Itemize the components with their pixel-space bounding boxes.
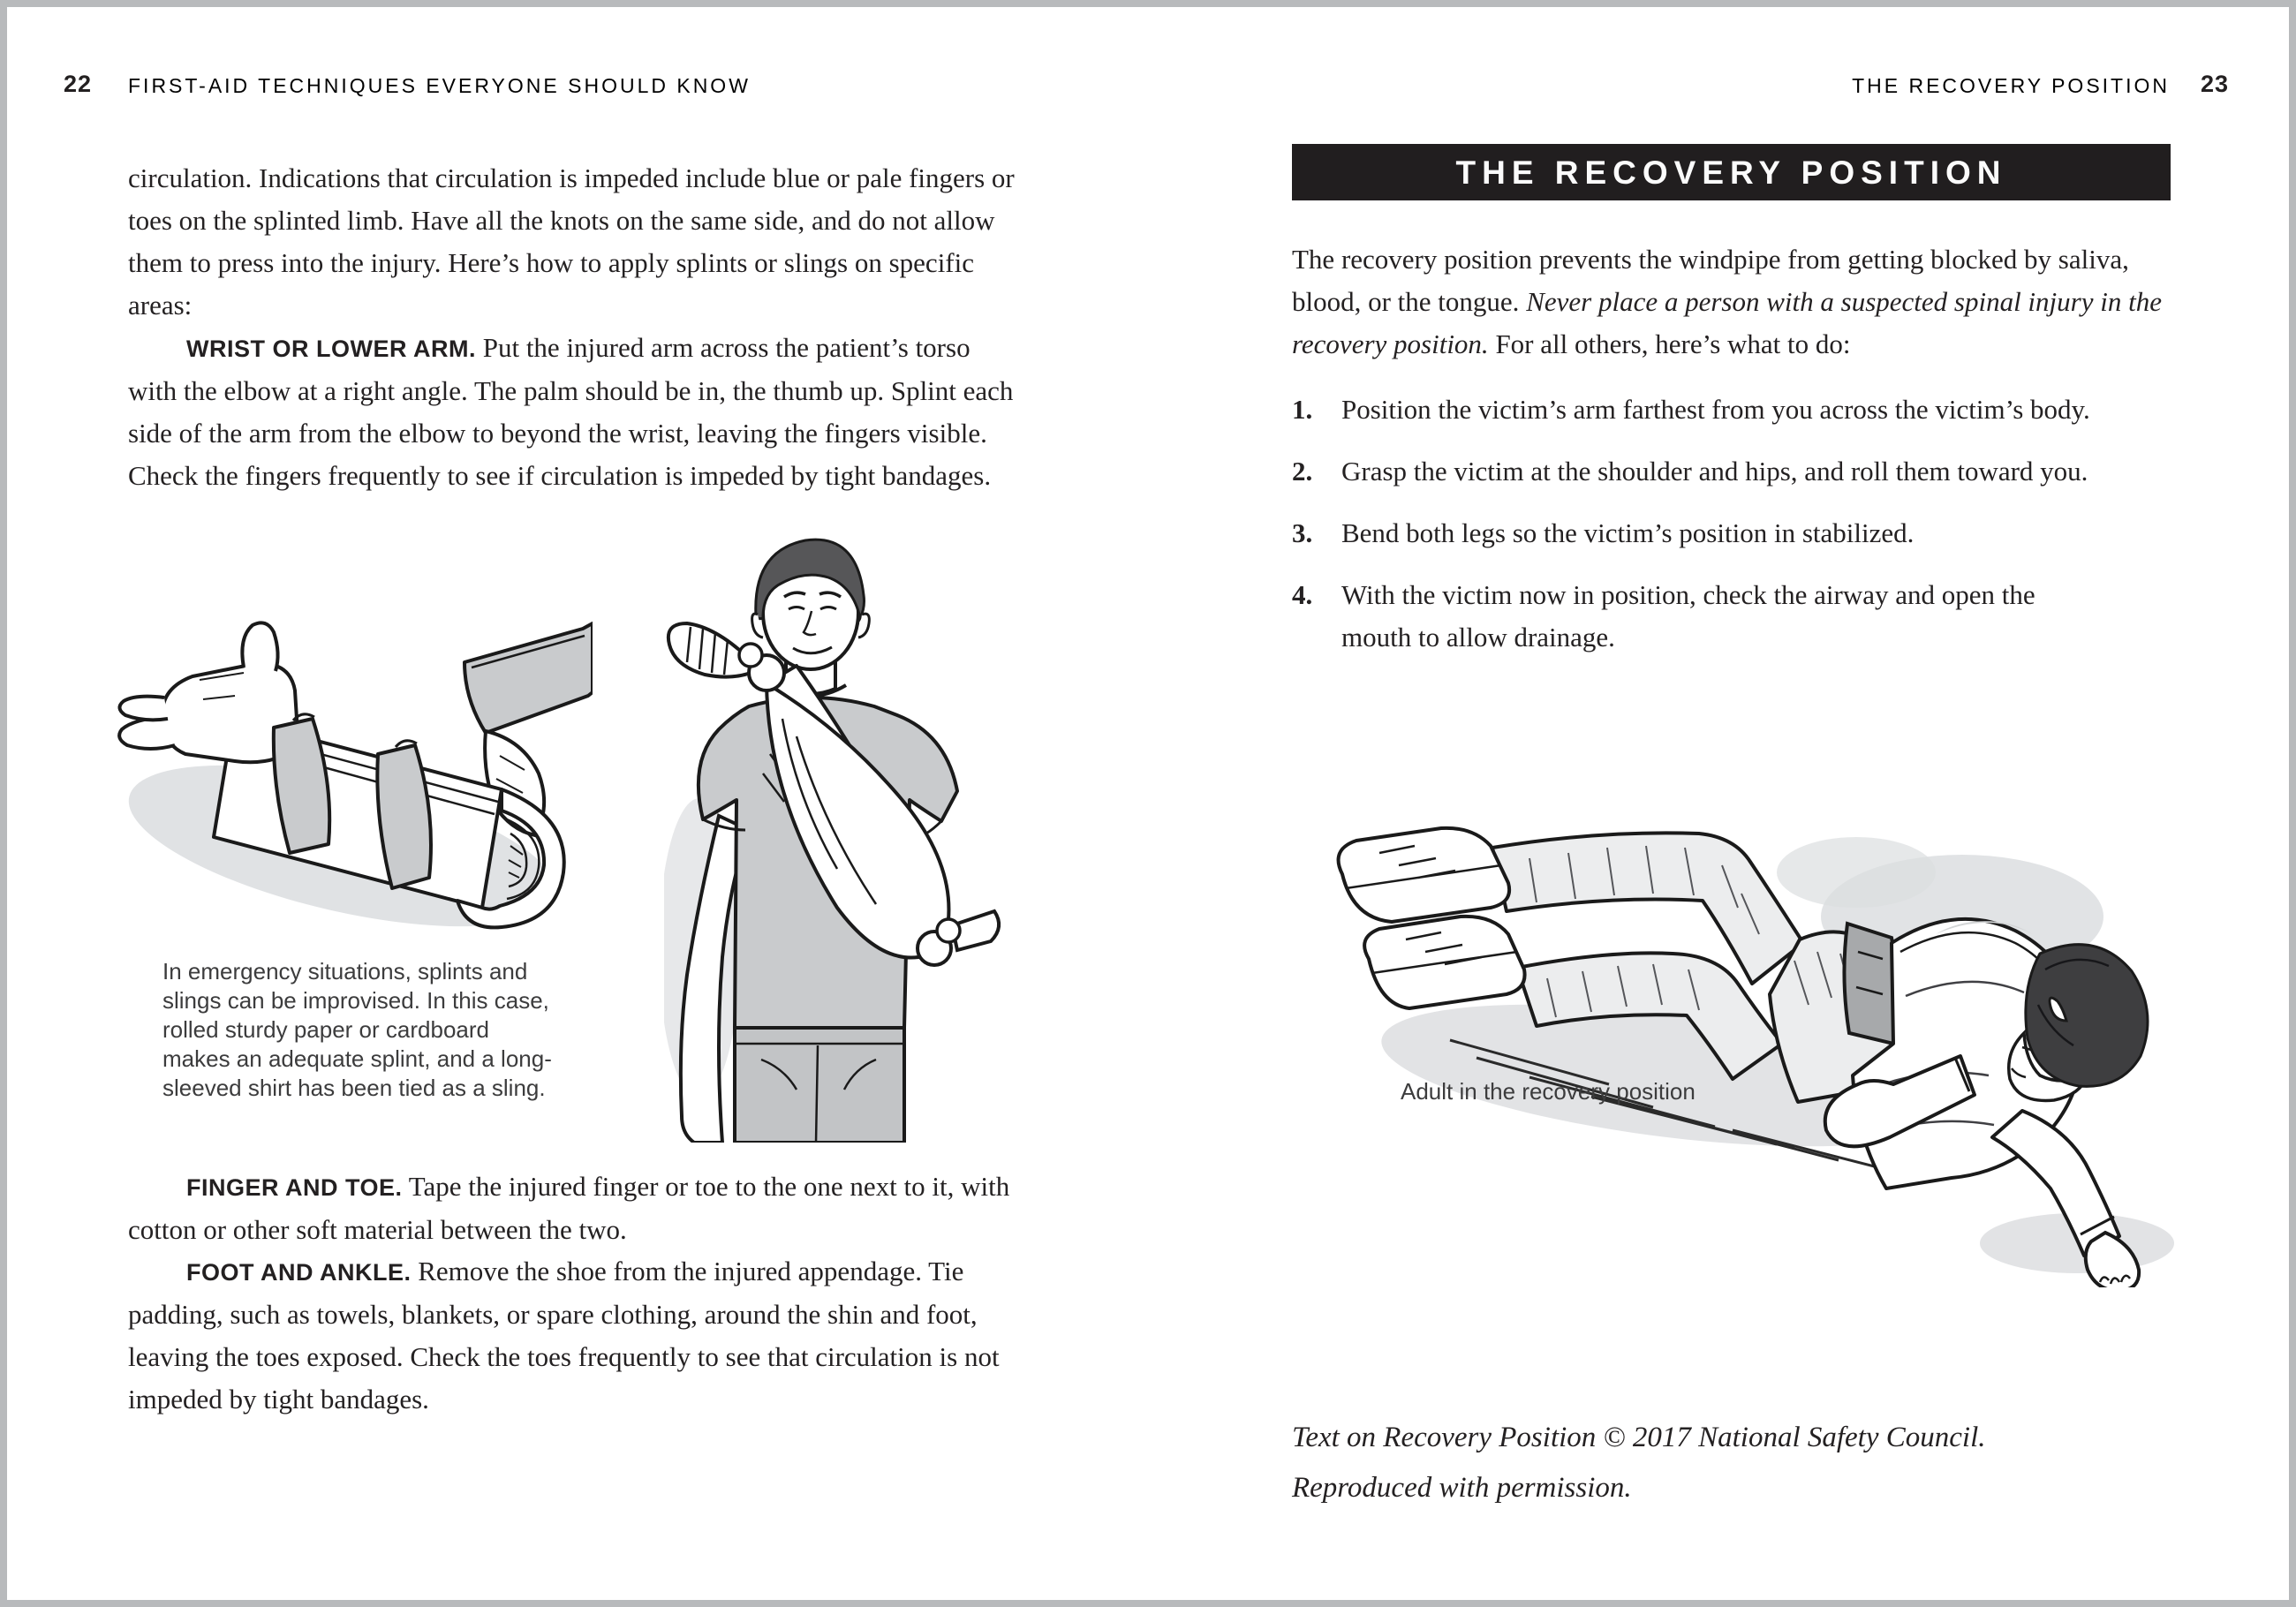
- step-3: [1292, 512, 2188, 555]
- left-page-number: 22: [64, 71, 93, 97]
- step-1-text: Position the victim’s arm farthest from you across the victim’s body.: [1341, 394, 2090, 425]
- right-running-header: THE RECOVERY POSITION: [1852, 74, 2170, 97]
- intro-after-italic: For all others, here’s what to do:: [1488, 328, 1851, 359]
- step-1-number: 1.: [1292, 394, 1313, 425]
- step-2: [1292, 450, 2188, 493]
- recovery-intro-paragraph: [1292, 238, 2188, 366]
- finger-and-toe-paragraph: [128, 1166, 1024, 1251]
- step-2-text: Grasp the victim at the shoulder and hips, and roll them toward you.: [1341, 456, 2088, 487]
- caption-line: In emergency situations, splints and: [162, 958, 528, 985]
- intro-italic-warning: Never place a person with a suspected spinal injury in the recovery position.: [1292, 286, 2162, 359]
- step-4: [1292, 574, 2188, 659]
- section-title-banner: THE RECOVERY POSITION: [1292, 144, 2171, 200]
- intro-before-italic: The recovery position prevents the windpipe from getting blocked by saliva, blood, or the tongue.: [1292, 244, 2129, 317]
- step-3-number: 3.: [1292, 517, 1313, 548]
- step-4-text: With the victim now in position, check the airway and open the mouth to allow drainage.: [1341, 579, 2035, 653]
- caption-line: slings can be improvised. In this case,: [162, 987, 549, 1014]
- credit-line: Reproduced with permission.: [1292, 1472, 1632, 1504]
- left-running-header: FIRST-AID TECHNIQUES EVERYONE SHOULD KNOW: [128, 74, 751, 97]
- finger-and-toe-text: Tape the injured finger or toe to the one next to it, with cotton or other soft material between the two.: [128, 1171, 1010, 1245]
- recovery-position-illustration: [1318, 819, 2187, 1287]
- right-page-number: 23: [2201, 71, 2230, 97]
- foot-and-ankle-paragraph: [128, 1250, 1024, 1421]
- finger-and-toe-label: FINGER AND TOE.: [186, 1174, 403, 1201]
- sling-illustration: [664, 533, 1028, 1143]
- credit-line: Text on Recovery Position © 2017 National Safety Council.: [1292, 1422, 1986, 1453]
- left-intro-paragraph: circulation. Indications that circulation is impeded include blue or pale fingers or toes on the splinted limb. Have all the knots on the same side, and do not allow them to press into the injury. Here’s how to apply splints or slings on specific areas:: [128, 162, 1015, 321]
- foot-and-ankle-text: Remove the shoe from the injured appendage. Tie padding, such as towels, blankets, or spare clothing, around the shin and foot, leaving the toes exposed. Check the toes frequently to see that circulation is not impeded by tight bandages.: [128, 1256, 1000, 1415]
- caption-line: rolled sturdy paper or cardboard: [162, 1016, 489, 1043]
- foot-and-ankle-label: FOOT AND ANKLE.: [186, 1259, 412, 1286]
- caption-line: sleeved shirt has been tied as a sling.: [162, 1075, 546, 1101]
- recovery-figure-caption: Adult in the recovery position: [1401, 1078, 1696, 1105]
- wrist-or-lower-arm-label: WRIST OR LOWER ARM.: [186, 336, 476, 362]
- copyright-credit: [1292, 1413, 1986, 1513]
- splint-figure-caption: [162, 957, 552, 1103]
- splint-illustration: [111, 615, 593, 950]
- step-1: [1292, 389, 2188, 431]
- step-2-number: 2.: [1292, 456, 1313, 487]
- wrist-or-lower-arm-text: Put the injured arm across the patient’s torso with the elbow at a right angle. The palm should be in, the thumb up. Splint each side of the arm from the elbow to beyond the wrist, leaving the fingers visible. Check the fingers frequently to see if circulation is impeded by tight bandages.: [128, 332, 1014, 491]
- step-4-number: 4.: [1292, 579, 1313, 610]
- wrist-or-lower-arm-paragraph: [128, 327, 1024, 497]
- recovery-steps-list: [1292, 389, 2188, 678]
- caption-line: makes an adequate splint, and a long-: [162, 1045, 552, 1072]
- page-spread: [7, 7, 2289, 1600]
- step-3-text: Bend both legs so the victim’s position in stabilized.: [1341, 517, 1915, 548]
